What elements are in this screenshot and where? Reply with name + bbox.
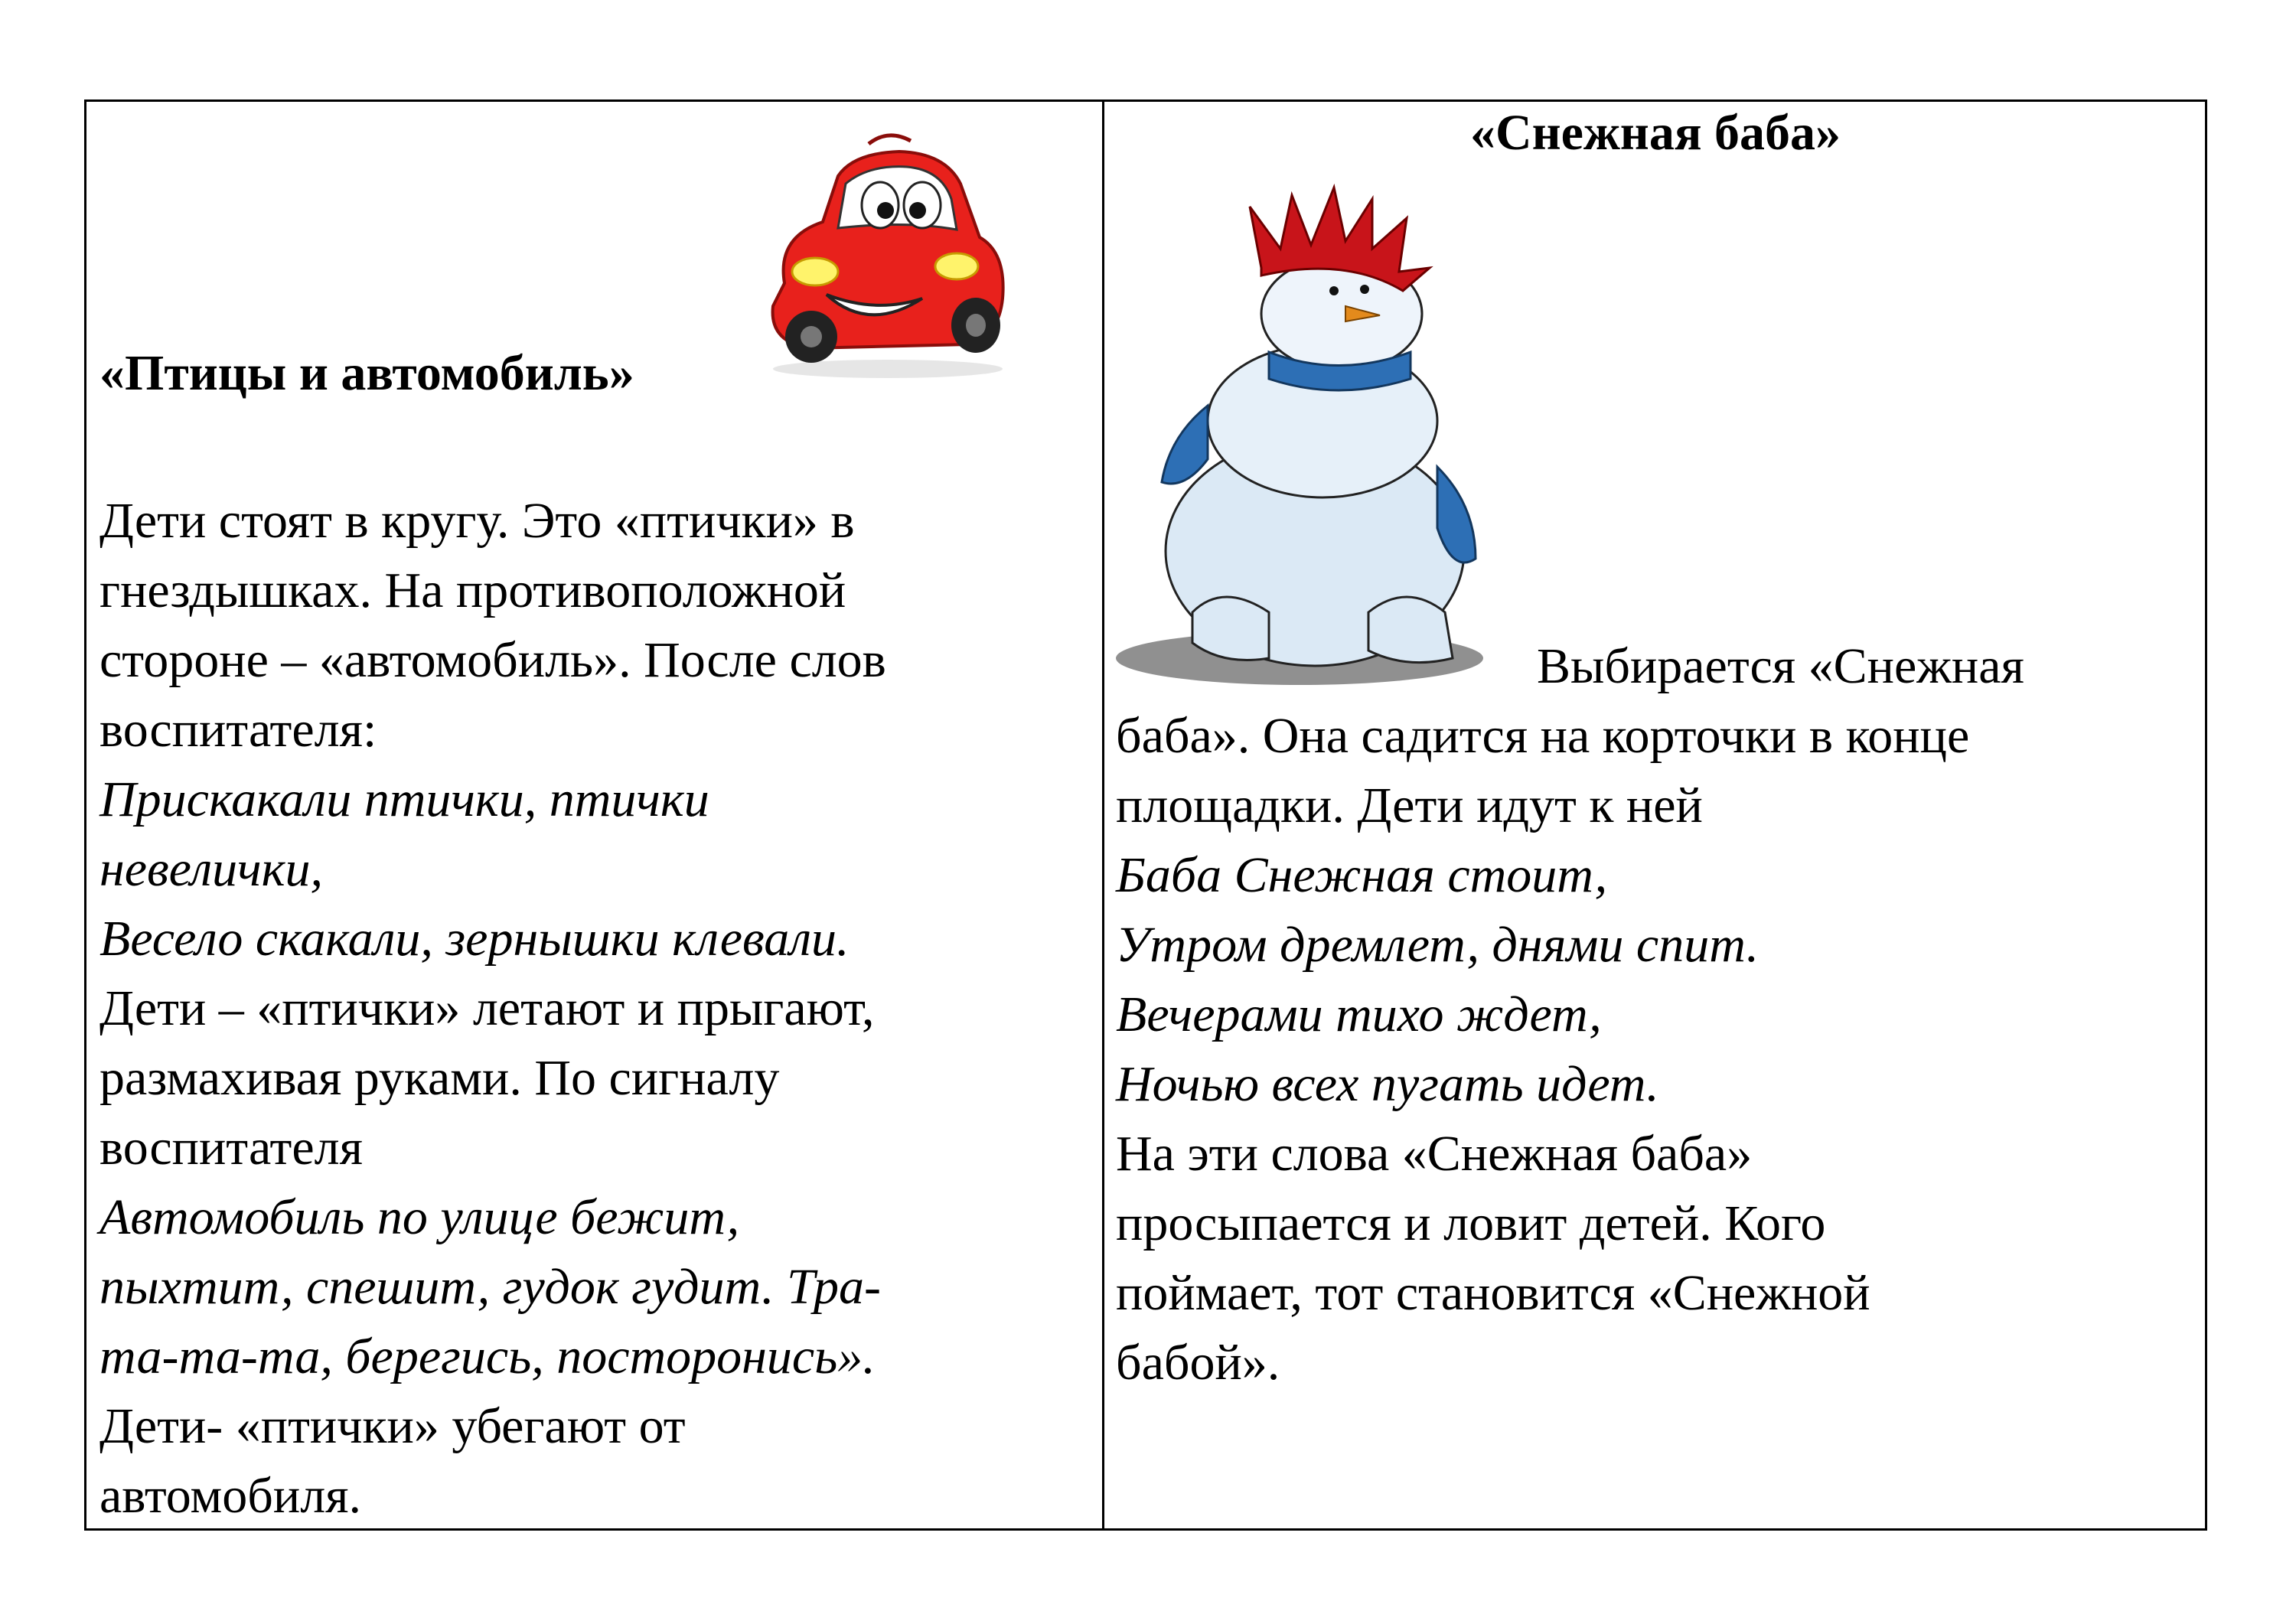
- left-line: воспитателя:: [99, 702, 377, 758]
- left-line: Автомобиль по улице бежит,: [99, 1189, 740, 1245]
- right-line: просыпается и ловит детей. Кого: [1116, 1195, 1826, 1251]
- left-line: та-та-та, берегись, посторонись».: [99, 1329, 876, 1384]
- left-line: автомобиля.: [99, 1468, 361, 1524]
- left-line: воспитателя: [99, 1120, 363, 1176]
- left-line: размахивая руками. По сигналу: [99, 1050, 780, 1106]
- left-cell: [99, 99, 1094, 1523]
- right-cell: [1116, 99, 2195, 1523]
- left-line: Дети – «птички» летают и прыгают,: [99, 980, 875, 1036]
- left-line: пыхтит, спешит, гудок гудит. Тра-: [99, 1259, 882, 1315]
- left-line: Дети- «птички» убегают от: [99, 1398, 686, 1454]
- right-line: бабой».: [1116, 1335, 1280, 1391]
- right-line: На эти слова «Снежная баба»: [1116, 1126, 1753, 1182]
- left-body: [99, 486, 1094, 1531]
- snowman-illustration: [1116, 184, 1529, 689]
- right-line: Утром дремлет, днями спит.: [1116, 917, 1760, 973]
- car-illustration: [754, 130, 1018, 383]
- right-title: «Снежная баба»: [1469, 105, 1841, 161]
- left-title: «Птицы и автомобиль»: [99, 345, 634, 401]
- right-line: Вечерами тихо ждет,: [1116, 986, 1602, 1042]
- left-line: стороне – «автомобиль». После слов: [99, 632, 886, 688]
- left-line: Прискакали птички, птички: [99, 771, 709, 827]
- right-body: [1116, 631, 2187, 1397]
- left-line: гнездышках. На противоположной: [99, 563, 846, 618]
- left-line: невелички,: [99, 841, 323, 897]
- right-line: баба». Она садится на корточки в конце: [1116, 708, 1970, 764]
- column-divider: [1102, 99, 1104, 1531]
- left-line: Весело скакали, зернышки клевали.: [99, 911, 850, 967]
- right-line: Ночью всех пугать идет.: [1116, 1056, 1659, 1112]
- right-line: Баба Снежная стоит,: [1116, 847, 1608, 903]
- right-line: площадки. Дети идут к ней: [1116, 778, 1703, 833]
- left-line: Дети стоят в кругу. Это «птички» в: [99, 493, 855, 549]
- right-line: поймает, тот становится «Снежной: [1116, 1265, 1870, 1321]
- right-first-line: Выбирается «Снежная: [1537, 638, 2024, 694]
